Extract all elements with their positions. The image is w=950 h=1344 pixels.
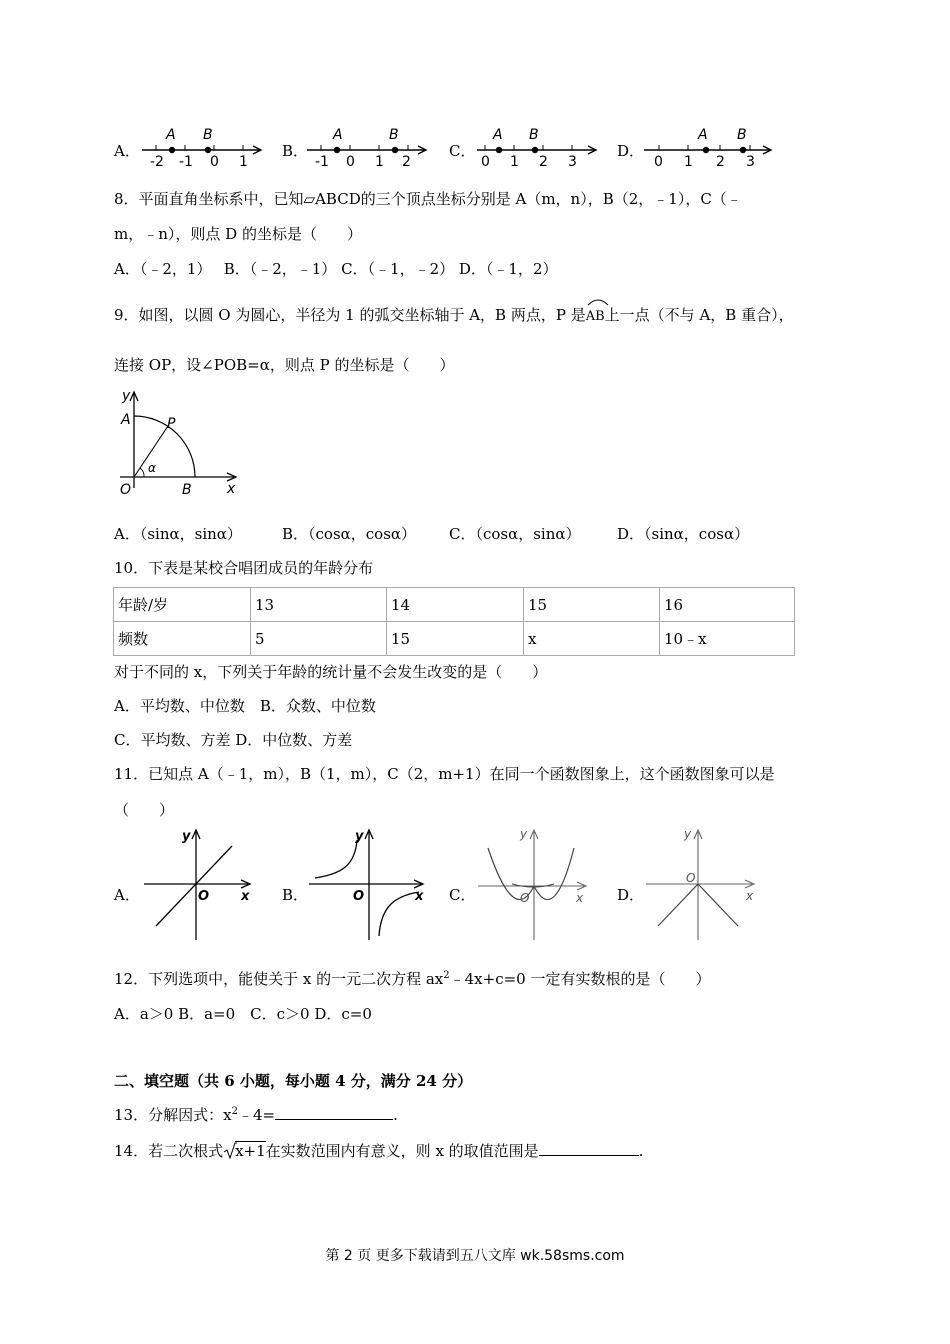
age-table bbox=[113, 587, 795, 656]
q12-superscript: 2 bbox=[443, 970, 450, 981]
table-cell: 频数 bbox=[114, 622, 251, 656]
q9-label-alpha: α bbox=[148, 461, 156, 475]
q14-radicand: x+1 bbox=[235, 1142, 266, 1160]
q7-d-point-A: A bbox=[698, 127, 708, 143]
table-row bbox=[114, 622, 795, 656]
q7-c-tick: 0 bbox=[481, 154, 490, 170]
table-cell: 15 bbox=[387, 622, 524, 656]
section-2-heading: 二、填空题（共 6 小题，每小题 4 分，满分 24 分） bbox=[114, 1072, 473, 1090]
q7-option-a-label: A． bbox=[114, 142, 140, 160]
q7-b-tick: 2 bbox=[402, 154, 411, 170]
q14-text bbox=[114, 1140, 643, 1161]
q7-number-line-b bbox=[305, 122, 430, 170]
q7-a-point-B: B bbox=[203, 127, 213, 143]
q9-option-d: D．（sinα，cosα） bbox=[617, 525, 750, 543]
q7-b-tick: 0 bbox=[346, 154, 355, 170]
q9-figure bbox=[112, 384, 242, 502]
q7-b-tick: -1 bbox=[315, 154, 329, 170]
q7-number-line-a bbox=[140, 122, 265, 170]
q11-a-y-label: y bbox=[182, 829, 191, 844]
q11-text-line2: （ ） bbox=[114, 801, 175, 819]
q12-text bbox=[114, 968, 711, 989]
q11-label-d: D． bbox=[617, 886, 645, 904]
q11-graph-c bbox=[474, 826, 594, 942]
q11-b-y-label: y bbox=[355, 829, 364, 844]
q9-text-line1 bbox=[114, 304, 794, 325]
q10-question: 对于不同的 x，下列关于年龄的统计量不会发生改变的是（ ） bbox=[114, 663, 548, 681]
q7-d-tick: 2 bbox=[716, 154, 725, 170]
q9-label-P: P bbox=[167, 416, 176, 432]
q11-b-o-label: O bbox=[353, 889, 365, 904]
q14-text-a: 14．若二次根式 bbox=[114, 1142, 224, 1160]
q7-option-c-label: C． bbox=[449, 142, 476, 160]
q11-label-b: B． bbox=[282, 886, 309, 904]
q8-text-line1: 8．平面直角坐标系中，已知▱ABCD的三个顶点坐标分别是 A（m，n），B（2，﹣1），C（﹣ bbox=[114, 190, 742, 208]
q9-label-O: O bbox=[120, 482, 132, 498]
q9-label-A: A bbox=[121, 412, 131, 428]
q9-text-line2: 连接 OP，设∠POB=α，则点 P 的坐标是（ ） bbox=[114, 356, 455, 374]
q7-b-point-B: B bbox=[389, 127, 399, 143]
q7-a-point-A: A bbox=[166, 127, 176, 143]
q7-a-tick: 1 bbox=[239, 154, 248, 170]
q7-option-d-label: D． bbox=[617, 142, 645, 160]
q14-answer-blank[interactable] bbox=[539, 1141, 639, 1156]
q11-graph-a bbox=[140, 826, 255, 942]
q11-c-o-label: O bbox=[520, 891, 530, 905]
q9-label-y: y bbox=[122, 388, 131, 404]
q13-period: . bbox=[393, 1106, 398, 1124]
q14-period: . bbox=[638, 1142, 644, 1160]
q7-c-tick: 2 bbox=[539, 154, 548, 170]
q7-b-tick: 1 bbox=[375, 154, 384, 170]
q7-d-tick: 0 bbox=[654, 154, 663, 170]
q11-d-o-label: O bbox=[686, 871, 696, 885]
q13-text-b: ﹣4= bbox=[237, 1106, 276, 1124]
q9-text-b: 上一点（不与 A，B 重合）， bbox=[604, 306, 794, 324]
table-cell: 5 bbox=[251, 622, 387, 656]
q11-a-o-label: O bbox=[198, 889, 210, 904]
q7-a-tick: -1 bbox=[179, 154, 193, 170]
q11-label-a: A． bbox=[114, 886, 140, 904]
q9-option-b: B．（cosα，cosα） bbox=[282, 525, 417, 543]
q11-graph-b bbox=[305, 826, 430, 942]
q11-c-x-label: x bbox=[576, 891, 584, 905]
q10-title: 10．下表是某校合唱团成员的年龄分布 bbox=[114, 559, 374, 577]
table-cell: 10﹣x bbox=[660, 622, 795, 656]
table-cell: 16 bbox=[660, 588, 795, 622]
q13-superscript: 2 bbox=[231, 1106, 238, 1117]
q9-option-a: A．（sinα，sinα） bbox=[114, 525, 242, 543]
q7-option-b-label: B． bbox=[282, 142, 309, 160]
q7-c-tick: 3 bbox=[568, 154, 577, 170]
q7-d-tick: 3 bbox=[746, 154, 755, 170]
table-cell: 15 bbox=[524, 588, 660, 622]
q11-d-x-label: x bbox=[746, 889, 754, 903]
q9-arc-ab: AB bbox=[586, 306, 605, 324]
q11-a-x-label: x bbox=[241, 889, 250, 904]
q7-number-line-d bbox=[642, 122, 777, 170]
q14-radical bbox=[223, 1142, 266, 1160]
q8-text-line2: m，﹣n），则点 D 的坐标是（ ） bbox=[114, 225, 362, 243]
q11-d-y-label: y bbox=[684, 827, 692, 841]
table-cell: 年龄/岁 bbox=[114, 588, 251, 622]
q10-options-ab: A．平均数、中位数 B．众数、中位数 bbox=[114, 697, 376, 715]
q11-c-y-label: y bbox=[520, 827, 528, 841]
q7-d-tick: 1 bbox=[684, 154, 693, 170]
q9-label-B: B bbox=[182, 482, 192, 498]
q13-answer-blank[interactable] bbox=[275, 1105, 393, 1120]
q12-text-b: ﹣4x+c=0 一定有实数根的是（ ） bbox=[449, 970, 711, 988]
q7-c-point-A: A bbox=[493, 127, 503, 143]
q11-label-c: C． bbox=[449, 886, 476, 904]
q12-text-a: 12．下列选项中，能使关于 x 的一元二次方程 ax bbox=[114, 970, 444, 988]
q10-options-cd: C．平均数、方差 D．中位数、方差 bbox=[114, 731, 353, 749]
q11-text-line1: 11．已知点 A（﹣1，m），B（1，m），C（2，m+1）在同一个函数图象上，这个函数图象可以是 bbox=[114, 765, 775, 783]
q11-b-x-label: x bbox=[415, 889, 424, 904]
table-cell: 14 bbox=[387, 588, 524, 622]
table-row bbox=[114, 588, 795, 622]
q9-label-x: x bbox=[227, 481, 236, 497]
q12-options: A．a＞0 B．a=0 C．c＞0 D．c=0 bbox=[114, 1005, 372, 1023]
q8-options: A．（﹣2，1） B．（﹣2，﹣1） C．（﹣1，﹣2） D．（﹣1，2） bbox=[114, 260, 558, 278]
page-footer: 第 2 页 更多下载请到五八文库 wk.58sms.com bbox=[325, 1248, 625, 1264]
q13-text-a: 13．分解因式：x bbox=[114, 1106, 232, 1124]
q14-text-b: 在实数范围内有意义，则 x 的取值范围是 bbox=[265, 1142, 539, 1160]
table-cell: x bbox=[524, 622, 660, 656]
q7-a-tick: 0 bbox=[210, 154, 219, 170]
q11-graph-d bbox=[642, 826, 762, 942]
q7-a-tick: -2 bbox=[150, 154, 164, 170]
q7-d-point-B: B bbox=[737, 127, 747, 143]
q13-text bbox=[114, 1104, 398, 1125]
q7-c-point-B: B bbox=[529, 127, 539, 143]
q7-b-point-A: A bbox=[333, 127, 343, 143]
q7-number-line-c bbox=[475, 122, 600, 170]
q9-option-c: C．（cosα，sinα） bbox=[449, 525, 581, 543]
table-cell: 13 bbox=[251, 588, 387, 622]
q9-text-a: 9．如图，以圆 O 为圆心，半径为 1 的弧交坐标轴于 A，B 两点，P 是 bbox=[114, 306, 586, 324]
q7-c-tick: 1 bbox=[510, 154, 519, 170]
